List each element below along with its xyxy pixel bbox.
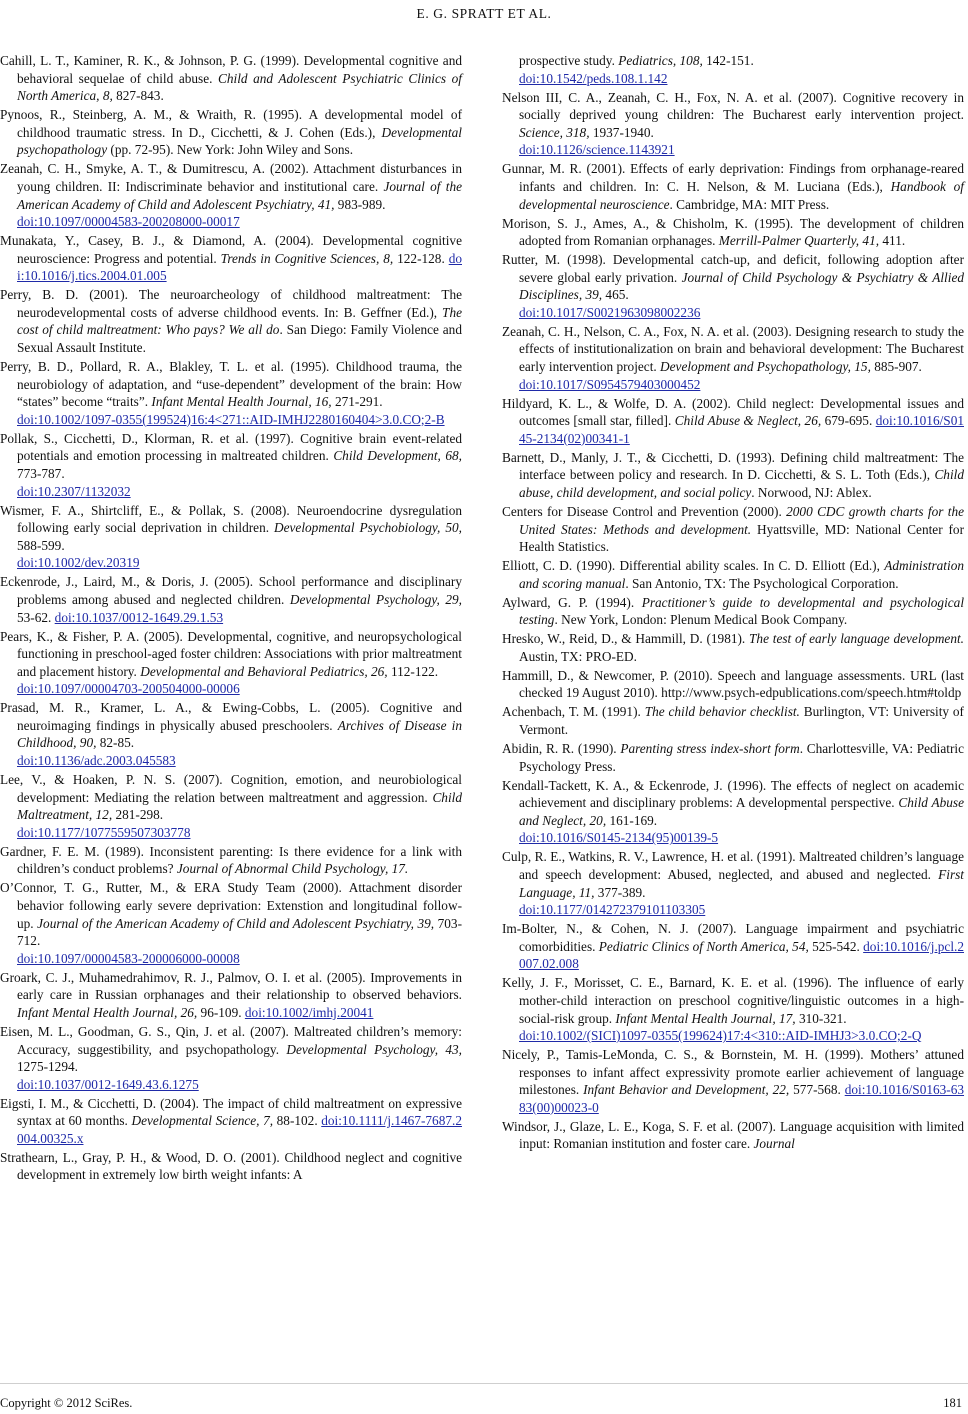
reference-text: Zeanah, C. H., Smyke, A. T., & Dumitrescu, A. (2002). Attachment disturbances in young children. II: Indiscriminate behavior and institutional care. (0, 161, 462, 194)
reference-entry (0, 573, 462, 626)
reference-entry (0, 52, 462, 105)
reference-text: Im-Bolter, N., & Cohen, N. J. (2007). Language impairment and psychiatric comorbidities. (502, 921, 964, 954)
references-left-column (0, 52, 462, 1185)
reference-pages: 96-109. (197, 1004, 245, 1020)
reference-text: Pears, K., & Fisher, P. A. (2005). Developmental, cognitive, and neuropsychological functioning in preschool-aged foster children: Associations with prior maltreatment and placement history. (0, 628, 462, 679)
reference-text: Zeanah, C. H., Nelson, C. A., Fox, N. A. et al. (2003). Designing research to study the effects of institutionalization on brain and behavioral development: The Bucharest early intervention project. (502, 323, 964, 375)
reference-pages: 588-599. (17, 537, 65, 553)
reference-source: Infant Mental Health Journal, 16, (151, 394, 332, 410)
reference-source: Archives of Disease in Childhood, 90, (17, 717, 462, 751)
reference-text: Hresko, W., Reid, D., & Hammill, D. (1981). (502, 631, 750, 647)
reference-pages: 679-695. (821, 413, 876, 429)
reference-entry (502, 215, 964, 250)
reference-entry (502, 974, 964, 1044)
doi-link[interactable]: doi:10.1017/S0021963098002236 (519, 304, 701, 320)
reference-entry (0, 160, 462, 230)
reference-pages: 465. (602, 287, 629, 303)
reference-entry (0, 106, 462, 159)
reference-text: Pynoos, R., Steinberg, A. M., & Wraith, R. (1995). A developmental model of childhood traumatic stress. In D., Cicchetti, & J. Cohen (Eds.), (0, 107, 462, 140)
copyright-notice: Copyright © 2012 SciRes. (0, 1396, 133, 1410)
reference-pages: 525-542. (808, 938, 864, 954)
reference-text: Barnett, D., Manly, J. T., & Cicchetti, D. (1993). Defining child maltreatment: The interface between policy and research. In D. Cicchetti, & S. L. Toth (Eds.), (502, 449, 964, 483)
doi-link[interactable]: doi:10.1136/adc.2003.045583 (17, 753, 176, 769)
reference-source: Infant Mental Health Journal, 17, (615, 1010, 796, 1026)
reference-source: Child and Adolescent Psychiatric Clinics of North America, 8, (17, 70, 462, 104)
reference-pages: 281-298. (112, 807, 164, 823)
reference-source: Handbook of developmental neuroscience (519, 178, 964, 212)
doi-link[interactable]: doi:10.1002/1097-0355(199524)16:4<271::AID-IMHJ2280160404>3.0.CO;2-B (17, 411, 445, 427)
reference-pages: . Cambridge, MA: MIT Press. (669, 196, 830, 212)
reference-source: Child Development, 68, (333, 448, 462, 464)
reference-text: Gunnar, M. R. (2001). Effects of early deprivation: Findings from orphanage-reared infants and children. In: C. H. Nelson, & M. Luciana (Eds.), (502, 161, 964, 194)
reference-entry (502, 630, 964, 665)
reference-source: First Language, 11, (519, 866, 964, 900)
reference-text: prospective study. (519, 53, 619, 68)
reference-pages: 885-907. (870, 359, 922, 375)
reference-source: Child abuse, child development, and social policy (519, 467, 964, 500)
reference-pages: 983-989. (334, 196, 386, 212)
doi-link[interactable]: doi:10.1037/0012-1649.29.1.53 (54, 609, 224, 625)
reference-entry (0, 232, 462, 285)
reference-pages: Hyattsville, MD: National Center for Health Statistics. (519, 521, 964, 555)
doi-link[interactable]: doi:10.1016/S0163-6383(00)00023-0 (519, 1082, 965, 1115)
reference-entry (0, 1095, 462, 1148)
reference-source: Pediatrics, 108, (618, 53, 703, 68)
reference-pages: 122-128. (393, 250, 449, 266)
reference-pages: 88-102. (273, 1113, 322, 1129)
reference-entry (502, 557, 964, 592)
doi-link[interactable]: doi:10.2307/1132032 (17, 483, 131, 499)
reference-text: Culp, R. E., Watkins, R. V., Lawrence, H. et al. (1991). Maltreated children’s language and speech development: Abused, neglected, and abused and neglected. (502, 849, 964, 882)
doi-link[interactable]: doi:10.1016/j.pcl.2007.02.008 (519, 938, 964, 972)
reference-entry (0, 699, 462, 769)
reference-pages: 1937-1940. (589, 124, 654, 140)
reference-text: Rutter, M. (1998). Developmental catch-up, and deficit, following adoption after severe global early privation. (502, 252, 964, 285)
reference-source: Developmental Psychobiology, 50, (274, 520, 462, 536)
reference-text: Aylward, G. P. (1994). (502, 594, 642, 610)
reference-source: The child behavior checklist. (644, 704, 800, 720)
reference-entry (502, 449, 964, 502)
reference-entry (502, 594, 964, 629)
reference-entry (0, 502, 462, 572)
reference-pages: . San Diego: Family Violence and Sexual Assault Institute. (17, 322, 462, 356)
doi-link[interactable]: doi:10.1037/0012-1649.43.6.1275 (17, 1076, 199, 1092)
reference-source: Child Abuse & Neglect, 26, (674, 413, 822, 429)
reference-source: Child Maltreatment, 12, (17, 789, 462, 823)
reference-pages: 377-389. (594, 884, 646, 900)
reference-text: Groark, C. J., Muhamedrahimov, R. J., Palmov, O. I. et al. (2005). Improvements in early care in Russian orphanages and their relationship to observed behaviors. (0, 969, 462, 1003)
reference-pages: (pp. 72-95). New York: John Wiley and Sons. (107, 142, 354, 158)
doi-link[interactable]: doi:10.1097/00004583-200208000-00017 (17, 214, 240, 230)
doi-link[interactable]: doi:10.1002/imhj.20041 (244, 1004, 374, 1020)
reference-entry (502, 251, 964, 321)
reference-entry (0, 1023, 462, 1093)
reference-text: Eigsti, I. M., & Cicchetti, D. (2004). The impact of child maltreatment on expressive syntax at 60 months. (0, 1095, 462, 1129)
reference-entry (502, 777, 964, 847)
reference-source: The test of early language development. (749, 631, 965, 647)
reference-pages: . New York, London: Plenum Medical Book Company. (554, 612, 848, 628)
reference-source: Developmental Psychology, 29, (289, 591, 463, 607)
reference-pages: 271-291. (331, 394, 383, 410)
reference-entry (0, 843, 462, 878)
reference-text: Gardner, F. E. M. (1989). Inconsistent parenting: Is there evidence for a link with children’s conduct problems? (0, 843, 462, 877)
reference-pages: 411. (879, 233, 906, 249)
reference-source: Journal (753, 1136, 795, 1152)
doi-link[interactable]: doi:10.1016/S0145-2134(02)00341-1 (519, 413, 964, 446)
reference-entry (502, 740, 964, 775)
reference-source: The cost of child maltreatment: Who pays? We all do (17, 304, 462, 338)
reference-entry (0, 628, 462, 698)
doi-link[interactable]: doi:10.1097/00004583-200006000-00008 (17, 950, 240, 966)
reference-pages: . Charlottesville, VA: Pediatric Psychology Press. (519, 741, 965, 774)
doi-link[interactable]: doi:10.1177/1077559507303778 (17, 824, 191, 840)
reference-pages: 1275-1294. (17, 1059, 78, 1075)
doi-link[interactable]: doi:10.1016/S0145-2134(95)00139-5 (519, 830, 719, 846)
reference-text: Lee, V., & Hoaken, P. N. S. (2007). Cognition, emotion, and neurobiological development: Mediating the relation between maltreatment and aggression. (0, 772, 462, 805)
reference-text: Nelson III, C. A., Zeanah, C. H., Fox, N. A. et al. (2007). Cognitive recovery in socially deprived young children: The Bucharest early intervention project. (502, 89, 964, 123)
doi-link[interactable]: doi:10.1017/S0954579403000452 (519, 376, 701, 392)
reference-text: Pollak, S., Cicchetti, D., Klorman, R. et al. (1997). Cognitive brain event-related potentials and emotion processing in maltreated children. (0, 430, 462, 464)
reference-source: Developmental Psychology, 43, (286, 1041, 462, 1057)
reference-source: Journal of the American Academy of Child and Adolescent Psychiatry, 41, (17, 178, 462, 212)
reference-text: Hildyard, K. L., & Wolfe, D. A. (2002). Child neglect: Developmental issues and outcomes [small star, filled]. (502, 395, 964, 429)
reference-text: Perry, B. D. (2001). The neuroarcheology of childhood maltreatment: The neurodevelopmental costs of adverse childhood events. In: B. Geffner (Ed.), (0, 287, 462, 320)
reference-pages: 53-62. (17, 609, 55, 625)
reference-entry (0, 358, 462, 428)
reference-pages: 112-122. (387, 663, 439, 679)
reference-entry (0, 286, 462, 356)
reference-pages: . Norwood, NJ: Ablex. (751, 484, 872, 500)
reference-source: 2000 CDC growth charts for the United States: Methods and development. (519, 503, 964, 537)
footer-divider (0, 1383, 968, 1384)
doi-link[interactable]: doi:10.1542/peds.108.1.142 (519, 70, 668, 86)
reference-text: Centers for Disease Control and Prevention (2000). (502, 503, 787, 519)
reference-source: Infant Mental Health Journal, 26, (17, 1004, 198, 1020)
reference-source: Science, 318, (519, 124, 590, 140)
reference-pages: 577-568. (789, 1082, 845, 1098)
reference-text: Eisen, M. L., Goodman, G. S., Qin, J. et al. (2007). Maltreated children’s memory: Accuracy, suggestibility, and psychopathology. (0, 1023, 462, 1057)
reference-entry (0, 430, 462, 500)
reference-pages: 142-151. (702, 53, 754, 68)
reference-source: Merrill-Palmer Quarterly, 41, (718, 233, 880, 249)
reference-source: Practitioner’s guide to developmental and psychological testing (519, 594, 965, 628)
reference-source: Pediatric Clinics of North America, 54, (598, 938, 809, 954)
reference-text: Abidin, R. R. (1990). (502, 741, 621, 757)
reference-source: Parenting stress index-short form (620, 741, 800, 757)
doi-link[interactable]: doi:10.1111/j.1467-7687.2004.00325.x (17, 1113, 462, 1146)
reference-text: O’Connor, T. G., Rutter, M., & ERA Study Team (2000). Attachment disorder behavior following early severe deprivation: Extenstion and longitudinal follow-up. (0, 880, 462, 931)
references-right-column (502, 52, 964, 1154)
reference-source: Developmental Science, 7, (131, 1113, 274, 1129)
reference-text: Achenbach, T. M. (1991). (502, 704, 645, 720)
reference-text: Munakata, Y., Casey, B. J., & Diamond, A. (2004). Developmental cognitive neuroscience: Progress and potential. (0, 233, 462, 266)
reference-pages: Burlington, VT: University of Vermont. (519, 704, 964, 738)
reference-entry (0, 969, 462, 1022)
reference-entry (0, 771, 462, 841)
reference-source: Journal of Child Psychology & Psychiatry & Allied Disciplines, 39, (519, 269, 964, 303)
reference-text: Perry, B. D., Pollard, R. A., Blakley, T. L. et al. (1995). Childhood trauma, the neurobiology of adaptation, and “use-dependent” development of the brain: How “states” become “traits”. (0, 359, 462, 410)
reference-source: Administration and scoring manual (519, 558, 964, 591)
reference-entry (502, 89, 964, 159)
doi-link[interactable]: doi:10.1097/00004703-200504000-00006 (17, 681, 240, 697)
reference-entry (502, 503, 964, 556)
reference-text: Strathearn, L., Gray, P. H., & Wood, D. O. (2001). Childhood neglect and cognitive development in extremely low birth weight infants: A (0, 1149, 462, 1183)
reference-pages: 82-85. (96, 735, 135, 751)
reference-entry (502, 323, 964, 393)
reference-text: Kelly, J. F., Morisset, C. E., Barnard, K. E. et al. (1996). The influence of early mother-child interaction on preschool cognitive/linguistic outcomes in a high-social-risk group. (502, 975, 964, 1026)
reference-pages: 310-321. (795, 1010, 847, 1026)
reference-pages: 773-787. (17, 466, 65, 481)
reference-source: Developmental psychopathology (17, 124, 462, 158)
reference-entry (502, 667, 964, 702)
reference-text: Hammill, D., & Newcomer, P. (2010). Speech and language assessments. URL (last checked 19 August 2010). http://www.psych-edpublications.com/speech.htm#toldp (502, 667, 964, 701)
doi-link[interactable]: doi:10.1002/dev.20319 (17, 555, 140, 571)
reference-entry (0, 1149, 462, 1184)
reference-entry (0, 879, 462, 967)
reference-source: Journal of the American Academy of Child and Adolescent Psychiatry, 39, (37, 915, 435, 931)
reference-text: Windsor, J., Glaze, L. E., Koga, S. F. et al. (2007). Language acquisition with limited input: Romanian institution and foster care. (502, 1118, 964, 1152)
running-header: E. G. SPRATT ET AL. (416, 6, 552, 21)
reference-pages: . San Antonio, TX: The Psychological Corporation. (625, 575, 899, 591)
reference-entry (502, 848, 964, 918)
doi-link[interactable]: doi:10.1126/science.1143921 (519, 142, 675, 158)
page-number: 181 (943, 1396, 962, 1410)
reference-text: Morison, S. J., Ames, A., & Chisholm, K. (1995). The development of children adopted from Romanian orphanages. (502, 215, 964, 249)
reference-entry (502, 920, 964, 973)
reference-entry (502, 395, 964, 448)
reference-text: Wismer, F. A., Shirtcliff, E., & Pollak, S. (2008). Neuroendocrine dysregulation following early social deprivation in children. (0, 502, 462, 536)
reference-text: Prasad, M. R., Kramer, L. A., & Ewing-Cobbs, L. (2005). Cognitive and neuroimaging findings in physically abused preschoolers. (0, 700, 462, 733)
reference-entry (502, 1118, 964, 1153)
reference-pages: 161-169. (606, 812, 658, 828)
reference-text: Elliott, C. D. (1990). Differential ability scales. In C. D. Elliott (Ed.), (502, 558, 885, 574)
reference-text: Eckenrode, J., Laird, M., & Doris, J. (2005). School performance and disciplinary problems among abused and neglected children. (0, 574, 462, 607)
reference-source: Developmental and Behavioral Pediatrics, 26, (140, 663, 388, 679)
reference-entry (502, 703, 964, 738)
reference-text: Nicely, P., Tamis-LeMonda, C. S., & Bornstein, M. H. (1999). Mothers’ attuned responses to infant affect expressivity promote earlier achievement of language milestones. (502, 1047, 964, 1098)
reference-pages: 827-843. (112, 88, 164, 104)
doi-link[interactable]: doi:10.1002/(SICI)1097-0355(199624)17:4<310::AID-IMHJ3>3.0.CO;2-Q (519, 1028, 922, 1044)
doi-link[interactable]: doi:10.1016/j.tics.2004.01.005 (17, 250, 462, 284)
reference-source: Child Abuse and Neglect, 20, (519, 795, 965, 828)
doi-link[interactable]: doi:10.1177/014272379101103305 (519, 902, 706, 918)
reference-text: Cahill, L. T., Kaminer, R. K., & Johnson, P. G. (1999). Developmental cognitive and behavioral sequelae of child abuse. (0, 53, 462, 86)
reference-entry (502, 1046, 964, 1116)
reference-source: Journal of Abnormal Child Psychology, 17. (176, 861, 409, 877)
reference-pages: Austin, TX: PRO-ED. (519, 648, 637, 664)
reference-text: Kendall-Tackett, K. A., & Eckenrode, J. (1996). The effects of neglect on academic achievement and disciplinary problems: A developmental perspective. (502, 777, 964, 811)
reference-entry (502, 52, 964, 87)
reference-pages: 703-712. (17, 915, 463, 949)
reference-source: Development and Psychopathology, 15, (660, 359, 871, 375)
reference-entry (502, 160, 964, 213)
reference-source: Trends in Cognitive Sciences, 8, (220, 250, 394, 266)
reference-source: Infant Behavior and Development, 22, (583, 1082, 790, 1098)
